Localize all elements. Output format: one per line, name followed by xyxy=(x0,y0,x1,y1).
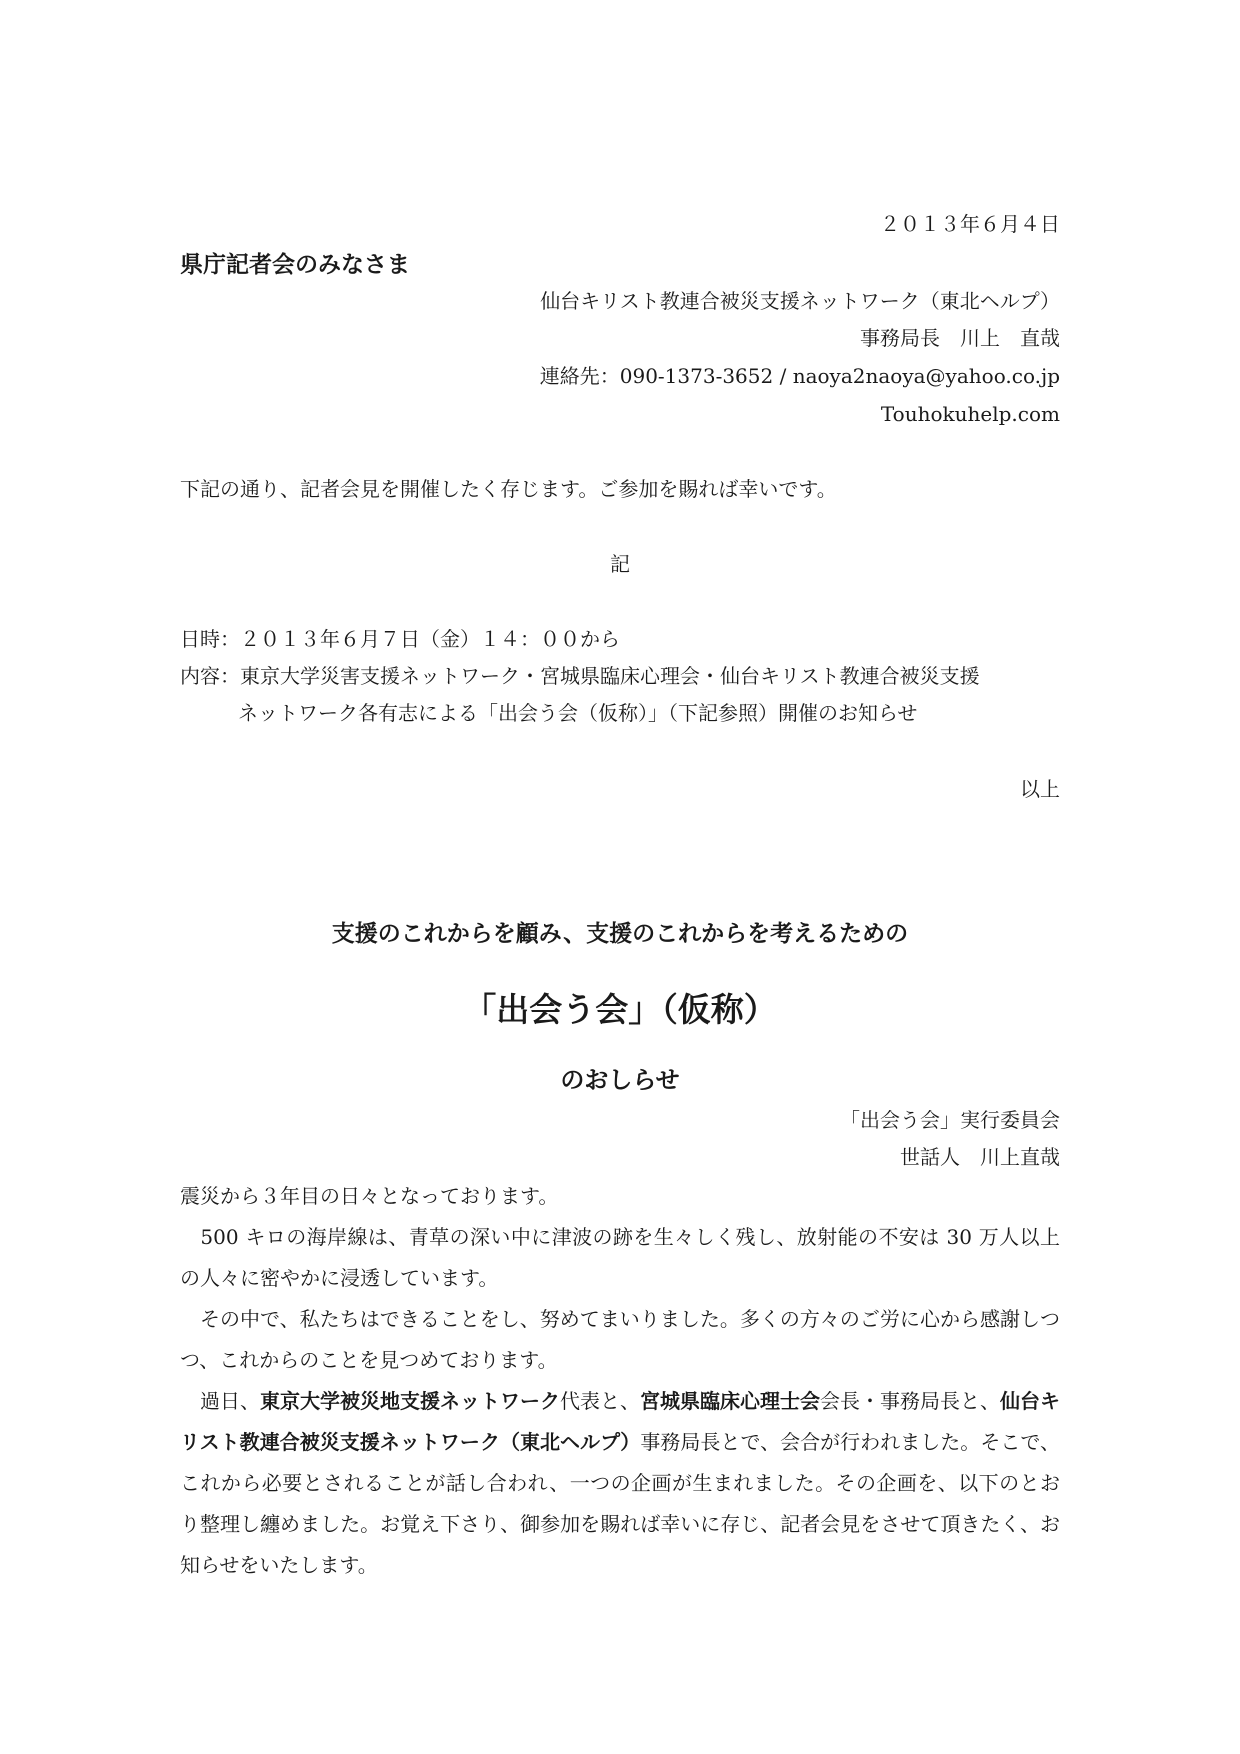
document-date: ２０１３年６月４日 xyxy=(880,212,1060,236)
organizer-name: 世話人 川上直哉 xyxy=(900,1145,1060,1169)
event-content-line1: 内容：東京大学災害支援ネットワーク・宮城県臨床心理会・仙台キリスト教連合被災支援 xyxy=(180,664,980,688)
body-paragraph-3 xyxy=(180,1299,1060,1381)
website: Touhokuhelp.com xyxy=(880,402,1060,426)
body-paragraph-4-c: 会長・事務局長と、 xyxy=(820,1389,1000,1413)
contact-info: 連絡先：090-1373-3652 / naoya2naoya@yahoo.co.jp xyxy=(539,364,1060,388)
body-paragraph-1: 震災から３年目の日々となっております。 xyxy=(180,1184,559,1208)
body-paragraph-2-text: 500 キロの海岸線は、青草の深い中に津波の跡を生々しく残し、放射能の不安は 30 万人以上の人々に密やかに浸透しています。 xyxy=(180,1225,1060,1290)
ki-marker: 記 xyxy=(610,552,630,576)
addressee: 県庁記者会のみなさま xyxy=(180,252,410,278)
sender-name: 事務局長 川上 直哉 xyxy=(860,326,1060,350)
body-paragraph-4-a: 過日、 xyxy=(200,1389,260,1413)
ijo-marker: 以上 xyxy=(1020,777,1060,801)
committee-name: 「出会う会」実行委員会 xyxy=(840,1108,1060,1132)
body-paragraph-2 xyxy=(180,1217,1060,1299)
body-paragraph-3-text: その中で、私たちはできることをし、努めてまいりました。多くの方々のご労に心から感謝しつつ、これからのことを見つめております。 xyxy=(180,1307,1060,1372)
body-paragraph-4-b: 代表と、 xyxy=(560,1389,640,1413)
intro-text: 下記の通り、記者会見を開催したく存じます。ご参加を賜れば幸いです。 xyxy=(180,477,837,501)
notice-title-suffix: のおしらせ xyxy=(560,1066,680,1094)
body-paragraph-4-d: 事務局長とで、会合が行われました。そこで、これから必要とされることが話し合われ、一つの企画が生まれました。その企画を、以下のとおり整理し纏めました。お覚え下さり、御参加を賜れば幸いに存じ、記者会見をさせて頂きたく、お知らせをいたします。 xyxy=(180,1430,1060,1577)
body-text xyxy=(180,1176,1060,1586)
org-tokyo-univ: 東京大学被災地支援ネットワーク xyxy=(260,1389,560,1413)
notice-subtitle: 支援のこれからを顧み、支援のこれからを考えるための xyxy=(331,921,909,947)
body-paragraph-4 xyxy=(180,1381,1060,1586)
org-tohoku-help: 仙台キリスト教連合被災支援ネットワーク（東北ヘルプ） xyxy=(180,1389,1060,1454)
notice-title: 「出会う会」（仮称） xyxy=(463,990,777,1029)
org-miyagi-psych: 宮城県臨床心理士会 xyxy=(640,1389,820,1413)
event-datetime: 日時：２０１３年６月７日（金）１４：００から xyxy=(180,627,620,651)
sender-organization: 仙台キリスト教連合被災支援ネットワーク（東北ヘルプ） xyxy=(540,289,1060,313)
event-content-line2: ネットワーク各有志による「出会う会（仮称）」（下記参照）開催のお知らせ xyxy=(238,701,918,725)
